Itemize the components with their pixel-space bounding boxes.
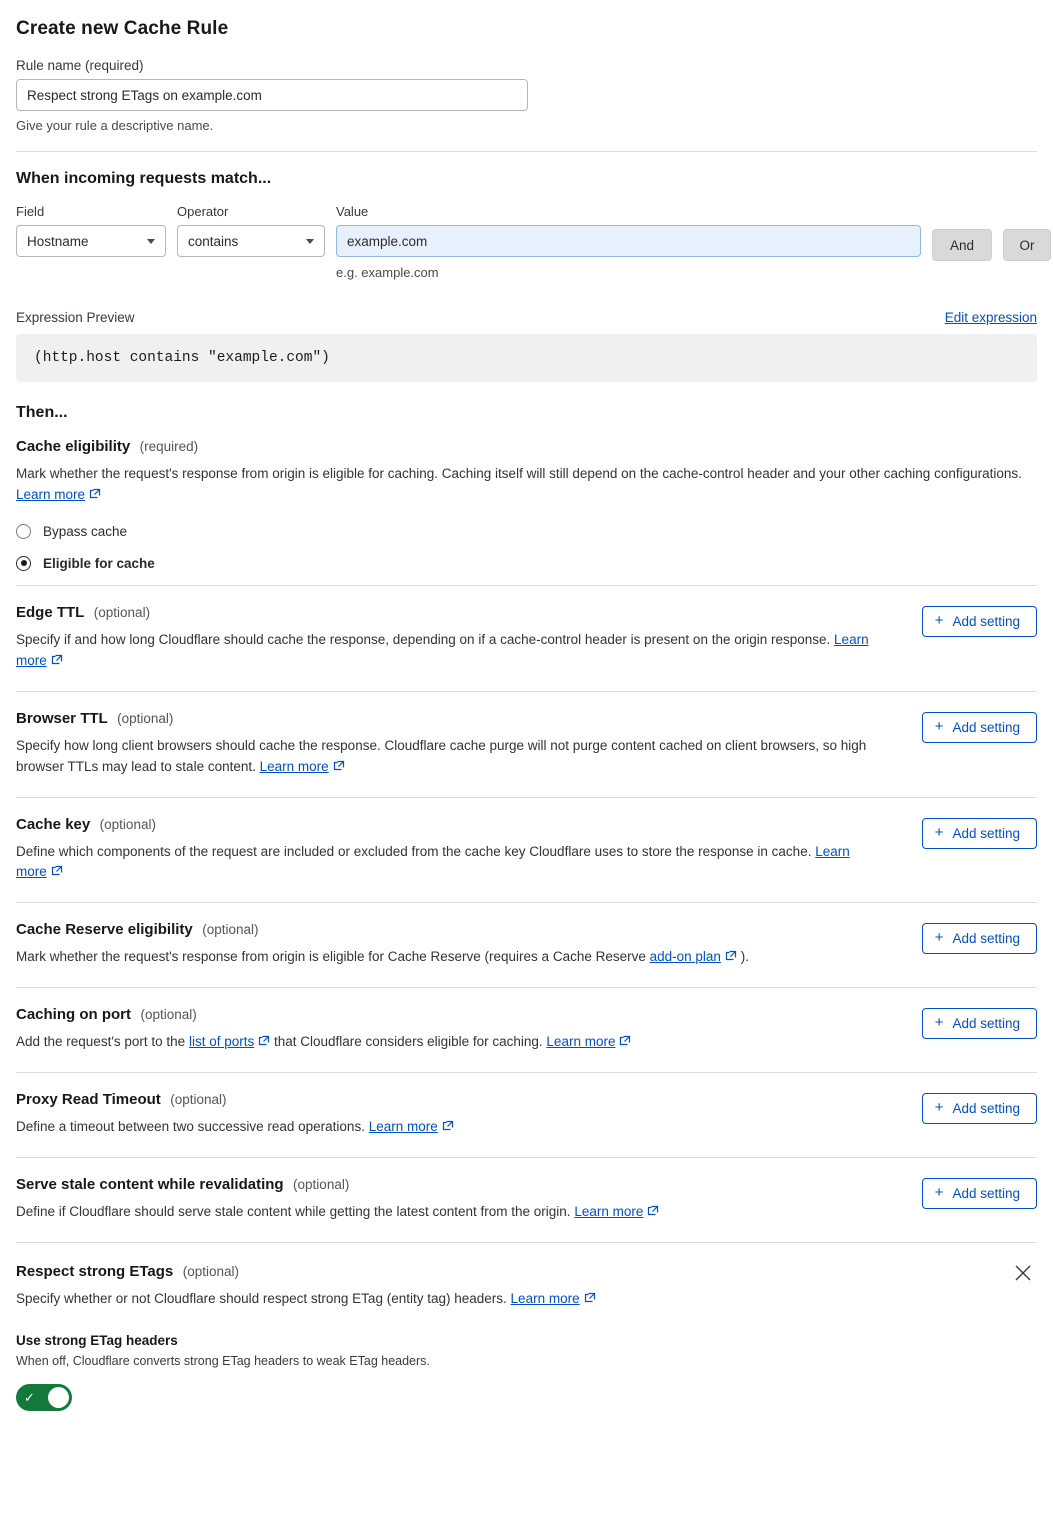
cache-eligibility-required: (required) bbox=[139, 439, 199, 454]
add-setting-label: Add setting bbox=[952, 719, 1020, 735]
field-column bbox=[16, 204, 166, 257]
external-link-icon bbox=[442, 1118, 454, 1139]
add-setting-button-proxy-read-timeout[interactable] bbox=[922, 1093, 1037, 1124]
field-label: Field bbox=[16, 204, 45, 219]
operator-select-value: contains bbox=[188, 233, 239, 249]
respect-strong-etags-block bbox=[16, 1242, 1037, 1411]
serve-stale-optional: (optional) bbox=[293, 1177, 350, 1193]
browser-ttl-title: Browser TTL bbox=[16, 709, 108, 727]
value-hint: e.g. example.com bbox=[336, 265, 439, 280]
match-row bbox=[16, 204, 1037, 280]
edit-expression-link[interactable]: Edit expression bbox=[944, 310, 1037, 325]
learn-more-link[interactable]: Learn more bbox=[16, 631, 869, 668]
edge-ttl-title: Edge TTL bbox=[16, 603, 85, 621]
browser-ttl-optional: (optional) bbox=[117, 710, 174, 726]
external-link-icon bbox=[647, 1203, 659, 1224]
use-strong-etag-headers-desc: When off, Cloudflare converts strong ETag headers to weak ETag headers. bbox=[16, 1353, 430, 1368]
value-label: Value bbox=[336, 204, 369, 219]
external-link-icon bbox=[725, 948, 737, 969]
then-heading: Then... bbox=[16, 404, 68, 421]
learn-more-link[interactable]: Learn more bbox=[368, 1119, 438, 1135]
cache-eligibility-title: Cache eligibility bbox=[16, 438, 131, 455]
respect-strong-etags-desc: Specify whether or not Cloudflare should respect strong ETag (entity tag) headers. bbox=[16, 1291, 507, 1307]
caching-on-port-title: Caching on port bbox=[16, 1006, 131, 1024]
and-button[interactable]: And bbox=[932, 229, 992, 261]
setting-block-cache-reserve bbox=[16, 902, 1037, 987]
expression-preview-label: Expression Preview bbox=[16, 310, 135, 325]
add-setting-label: Add setting bbox=[952, 825, 1020, 841]
chevron-down-icon bbox=[306, 239, 314, 244]
radio-bypass-cache[interactable] bbox=[16, 524, 1037, 539]
toggle-knob bbox=[48, 1387, 69, 1408]
operator-select[interactable] bbox=[177, 225, 325, 257]
proxy-read-timeout-title: Proxy Read Timeout bbox=[16, 1091, 161, 1109]
cache-reserve-desc: Mark whether the request's response from origin is eligible for Cache Reserve (requires a Cache Reserve bbox=[16, 949, 646, 965]
caching-on-port-desc-after: that Cloudflare considers eligible for caching. bbox=[274, 1034, 543, 1050]
add-setting-label: Add setting bbox=[952, 931, 1020, 947]
match-heading: When incoming requests match... bbox=[16, 170, 272, 187]
external-link-icon bbox=[258, 1033, 270, 1054]
setting-block-serve-stale bbox=[16, 1157, 1037, 1242]
learn-more-link[interactable]: Learn more bbox=[546, 1034, 616, 1050]
add-setting-label: Add setting bbox=[952, 1016, 1020, 1032]
cache-eligibility-block bbox=[16, 422, 1037, 571]
expression-preview-code: (http.host contains "example.com") bbox=[16, 334, 1037, 382]
plus-icon: + bbox=[934, 611, 944, 629]
caching-on-port-desc: Add the request's port to the bbox=[16, 1034, 186, 1050]
setting-block-caching-on-port bbox=[16, 987, 1037, 1072]
add-setting-button-cache-key[interactable] bbox=[922, 818, 1037, 849]
respect-strong-etags-title: Respect strong ETags bbox=[16, 1263, 174, 1281]
learn-more-link[interactable]: Learn more bbox=[16, 843, 850, 880]
learn-more-link[interactable]: Learn more bbox=[510, 1291, 580, 1307]
edge-ttl-optional: (optional) bbox=[93, 604, 151, 620]
edge-ttl-desc: Specify if and how long Cloudflare should cache the response, depending on if a cache-control header is present on the origin response. bbox=[16, 631, 831, 647]
cache-reserve-optional: (optional) bbox=[202, 922, 259, 938]
field-select-value: Hostname bbox=[27, 233, 89, 249]
serve-stale-desc: Define if Cloudflare should serve stale content while getting the latest content from the origin. bbox=[16, 1204, 571, 1220]
cache-key-desc: Define which components of the request are included or excluded from the cache key Cloudflare uses to store the response in cache. bbox=[16, 843, 812, 859]
add-setting-button-browser-ttl[interactable] bbox=[922, 712, 1037, 743]
or-button[interactable]: Or bbox=[1003, 229, 1051, 261]
setting-block-edge-ttl bbox=[16, 585, 1037, 691]
cache-reserve-title: Cache Reserve eligibility bbox=[16, 921, 193, 939]
add-setting-button-cache-reserve[interactable] bbox=[922, 923, 1037, 954]
rule-name-group bbox=[16, 58, 1037, 133]
external-link-icon bbox=[51, 652, 63, 673]
add-setting-button-serve-stale[interactable] bbox=[922, 1178, 1037, 1209]
proxy-read-timeout-desc: Define a timeout between two successive read operations. bbox=[16, 1119, 365, 1135]
add-on-plan-link[interactable]: add-on plan bbox=[649, 949, 721, 965]
caching-on-port-optional: (optional) bbox=[140, 1007, 197, 1023]
plus-icon: + bbox=[934, 1184, 944, 1202]
external-link-icon bbox=[584, 1290, 596, 1311]
value-column bbox=[336, 204, 921, 280]
operator-label: Operator bbox=[177, 204, 229, 219]
logic-buttons bbox=[932, 204, 1051, 261]
radio-bypass-cache-label: Bypass cache bbox=[43, 523, 128, 539]
learn-more-link[interactable]: Learn more bbox=[259, 758, 329, 774]
external-link-icon bbox=[51, 863, 63, 884]
setting-block-cache-key bbox=[16, 797, 1037, 903]
value-input[interactable] bbox=[336, 225, 921, 257]
respect-strong-etags-optional: (optional) bbox=[182, 1264, 239, 1280]
radio-selected-icon bbox=[16, 556, 31, 571]
cache-eligibility-desc-text: Mark whether the request's response from origin is eligible for caching. Caching itself will still depend on the cache-control header and your other caching configurations. bbox=[16, 466, 1022, 481]
plus-icon: + bbox=[934, 1099, 944, 1117]
rule-name-label: Rule name (required) bbox=[16, 58, 144, 73]
cache-eligibility-desc bbox=[16, 464, 1026, 507]
expression-header bbox=[16, 310, 1037, 325]
setting-block-browser-ttl bbox=[16, 691, 1037, 797]
list-of-ports-link[interactable]: list of ports bbox=[188, 1034, 255, 1050]
cache-key-optional: (optional) bbox=[99, 816, 156, 832]
plus-icon: + bbox=[934, 823, 944, 841]
radio-icon bbox=[16, 524, 31, 539]
add-setting-label: Add setting bbox=[952, 1186, 1020, 1202]
add-setting-button-edge-ttl[interactable] bbox=[922, 606, 1037, 637]
rule-name-help: Give your rule a descriptive name. bbox=[16, 118, 214, 133]
radio-eligible-for-cache[interactable] bbox=[16, 556, 1037, 571]
field-select[interactable] bbox=[16, 225, 166, 257]
close-icon[interactable] bbox=[1013, 1263, 1033, 1283]
cache-reserve-desc-after: ). bbox=[740, 949, 749, 965]
use-strong-etag-headers-label: Use strong ETag headers bbox=[16, 1332, 178, 1348]
check-icon: ✓ bbox=[24, 1389, 35, 1405]
setting-block-proxy-read-timeout bbox=[16, 1072, 1037, 1157]
learn-more-link[interactable]: Learn more bbox=[574, 1204, 644, 1220]
radio-eligible-for-cache-label: Eligible for cache bbox=[43, 555, 155, 571]
external-link-icon bbox=[619, 1033, 631, 1054]
plus-icon: + bbox=[934, 929, 944, 947]
external-link-icon bbox=[89, 486, 101, 507]
browser-ttl-desc: Specify how long client browsers should cache the response. Cloudflare cache purge will not purge content cached on client browsers, so high browser TTLs may lead to stale content. bbox=[16, 737, 867, 774]
use-strong-etag-headers-toggle[interactable] bbox=[16, 1384, 72, 1411]
plus-icon: + bbox=[934, 717, 944, 735]
page-title: Create new Cache Rule bbox=[16, 18, 229, 39]
external-link-icon bbox=[333, 758, 345, 779]
serve-stale-title: Serve stale content while revalidating bbox=[16, 1176, 284, 1194]
add-setting-button-caching-on-port[interactable] bbox=[922, 1008, 1037, 1039]
learn-more-link[interactable]: Learn more bbox=[16, 486, 86, 502]
add-setting-label: Add setting bbox=[952, 613, 1020, 629]
rule-name-input[interactable] bbox=[16, 79, 528, 111]
proxy-read-timeout-optional: (optional) bbox=[170, 1092, 227, 1108]
divider bbox=[16, 151, 1037, 152]
cache-key-title: Cache key bbox=[16, 815, 91, 833]
chevron-down-icon bbox=[147, 239, 155, 244]
plus-icon: + bbox=[934, 1014, 944, 1032]
operator-column bbox=[177, 204, 325, 257]
add-setting-label: Add setting bbox=[952, 1101, 1020, 1117]
